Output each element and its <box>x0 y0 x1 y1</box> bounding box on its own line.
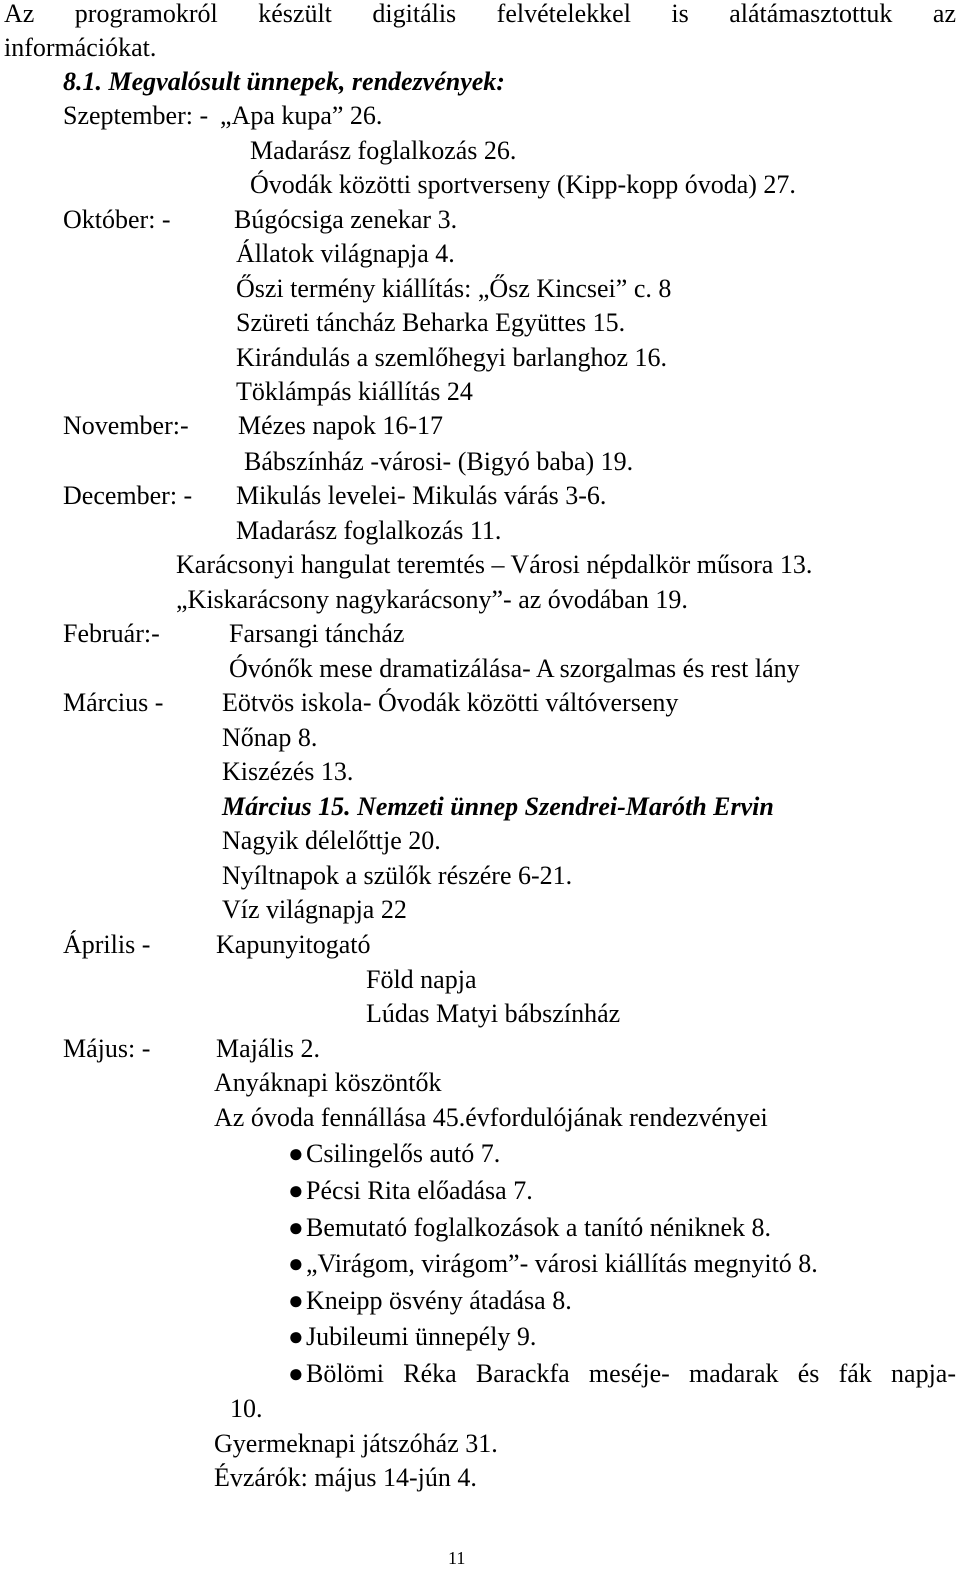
month-label-march: Március - <box>63 688 164 717</box>
month-label-november: November:- <box>63 411 189 440</box>
event-item: Kiszézés 13. <box>222 757 354 786</box>
bullet-text: Bemutató foglalkozások a tanító néniknek 8. <box>306 1213 771 1242</box>
event-item: Búgócsiga zenekar 3. <box>234 205 458 234</box>
event-item: Évzárók: május 14-jún 4. <box>214 1463 477 1492</box>
event-item: Kirándulás a szemlőhegyi barlanghoz 16. <box>236 343 668 372</box>
bullet-icon: ● <box>288 1359 304 1388</box>
event-item: Kapunyitogató <box>216 930 371 959</box>
bullet-item <box>288 1248 818 1280</box>
bullet-icon: ● <box>288 1176 304 1205</box>
event-item: Nőnap 8. <box>222 723 318 752</box>
event-item: Gyermeknapi játszóház 31. <box>214 1429 498 1458</box>
bullet-text: „Virágom, virágom”- városi kiállítás megnyitó 8. <box>306 1249 818 1278</box>
bullet-continuation: 10. <box>230 1394 263 1423</box>
event-item: Óvónők mese dramatizálása- A szorgalmas és rest lány <box>229 654 800 683</box>
page-number: 11 <box>448 1548 466 1568</box>
event-item: Állatok világnapja 4. <box>236 239 455 268</box>
event-item: Madarász foglalkozás 26. <box>250 136 517 165</box>
event-item: Nyíltnapok a szülők részére 6-21. <box>222 861 573 890</box>
bullet-item <box>288 1175 533 1207</box>
bullet-item <box>288 1285 572 1317</box>
event-item: Anyáknapi köszöntők <box>214 1068 442 1097</box>
event-item: Eötvös iskola- Óvodák közötti váltóverseny <box>222 688 679 717</box>
event-item: Az óvoda fennállása 45.évfordulójának rendezvényei <box>214 1103 768 1132</box>
event-item: Karácsonyi hangulat teremtés – Városi népdalkör műsora 13. <box>176 550 813 579</box>
event-item: Mikulás levelei- Mikulás várás 3-6. <box>236 481 607 510</box>
event-item: Farsangi táncház <box>229 619 405 648</box>
bullet-text: Csilingelős autó 7. <box>306 1139 501 1168</box>
month-label-october: Október: - <box>63 205 171 234</box>
bullet-item <box>288 1358 956 1390</box>
event-item: Töklámpás kiállítás 24 <box>236 377 473 406</box>
intro-line-1: Az programokról készült digitális felvételekkel is alátámasztottuk az <box>4 0 956 28</box>
event-item: Föld napja <box>366 965 477 994</box>
event-item: Nagyik délelőttje 20. <box>222 826 441 855</box>
bullet-text: Kneipp ösvény átadása 8. <box>306 1286 572 1315</box>
month-label-may: Május: - <box>63 1034 151 1063</box>
bullet-icon: ● <box>288 1249 304 1278</box>
event-item: „Apa kupa” 26. <box>220 101 383 130</box>
event-item: Madarász foglalkozás 11. <box>236 516 502 545</box>
bullet-item <box>288 1138 500 1170</box>
intro-line-2: információkat. <box>4 33 157 62</box>
month-label-february: Február:- <box>63 619 160 648</box>
bullet-text: Bölömi Réka Barackfa meséje- madarak és fák napja- <box>306 1359 956 1388</box>
bullet-icon: ● <box>288 1213 304 1242</box>
bullet-item <box>288 1212 771 1244</box>
bullet-item <box>288 1321 536 1353</box>
event-item: Őszi termény kiállítás: „Ősz Kincsei” c. 8 <box>236 274 672 303</box>
bullet-icon: ● <box>288 1286 304 1315</box>
event-item: Szüreti táncház Beharka Együttes 15. <box>236 308 626 337</box>
event-item: Majális 2. <box>216 1034 320 1063</box>
bullet-text: Pécsi Rita előadása 7. <box>306 1176 533 1205</box>
event-item-highlight: Március 15. Nemzeti ünnep Szendrei-Maróth Ervin <box>222 792 774 821</box>
month-label-december: December: - <box>63 481 193 510</box>
event-item: „Kiskarácsony nagykarácsony”- az óvodában 19. <box>176 585 688 614</box>
event-item: Bábszínház -városi- (Bigyó baba) 19. <box>244 447 634 476</box>
month-label-april: Április - <box>63 930 151 959</box>
event-item: Víz világnapja 22 <box>222 895 407 924</box>
bullet-icon: ● <box>288 1139 304 1168</box>
bullet-icon: ● <box>288 1322 304 1351</box>
event-item: Óvodák közötti sportverseny (Kipp-kopp óvoda) 27. <box>250 170 796 199</box>
bullet-text: Jubileumi ünnepély 9. <box>306 1322 537 1351</box>
section-heading: 8.1. Megvalósult ünnepek, rendezvények: <box>63 67 505 96</box>
event-item: Lúdas Matyi bábszínház <box>366 999 621 1028</box>
event-item: Mézes napok 16-17 <box>238 411 444 440</box>
month-label-september: Szeptember: - <box>63 101 209 130</box>
